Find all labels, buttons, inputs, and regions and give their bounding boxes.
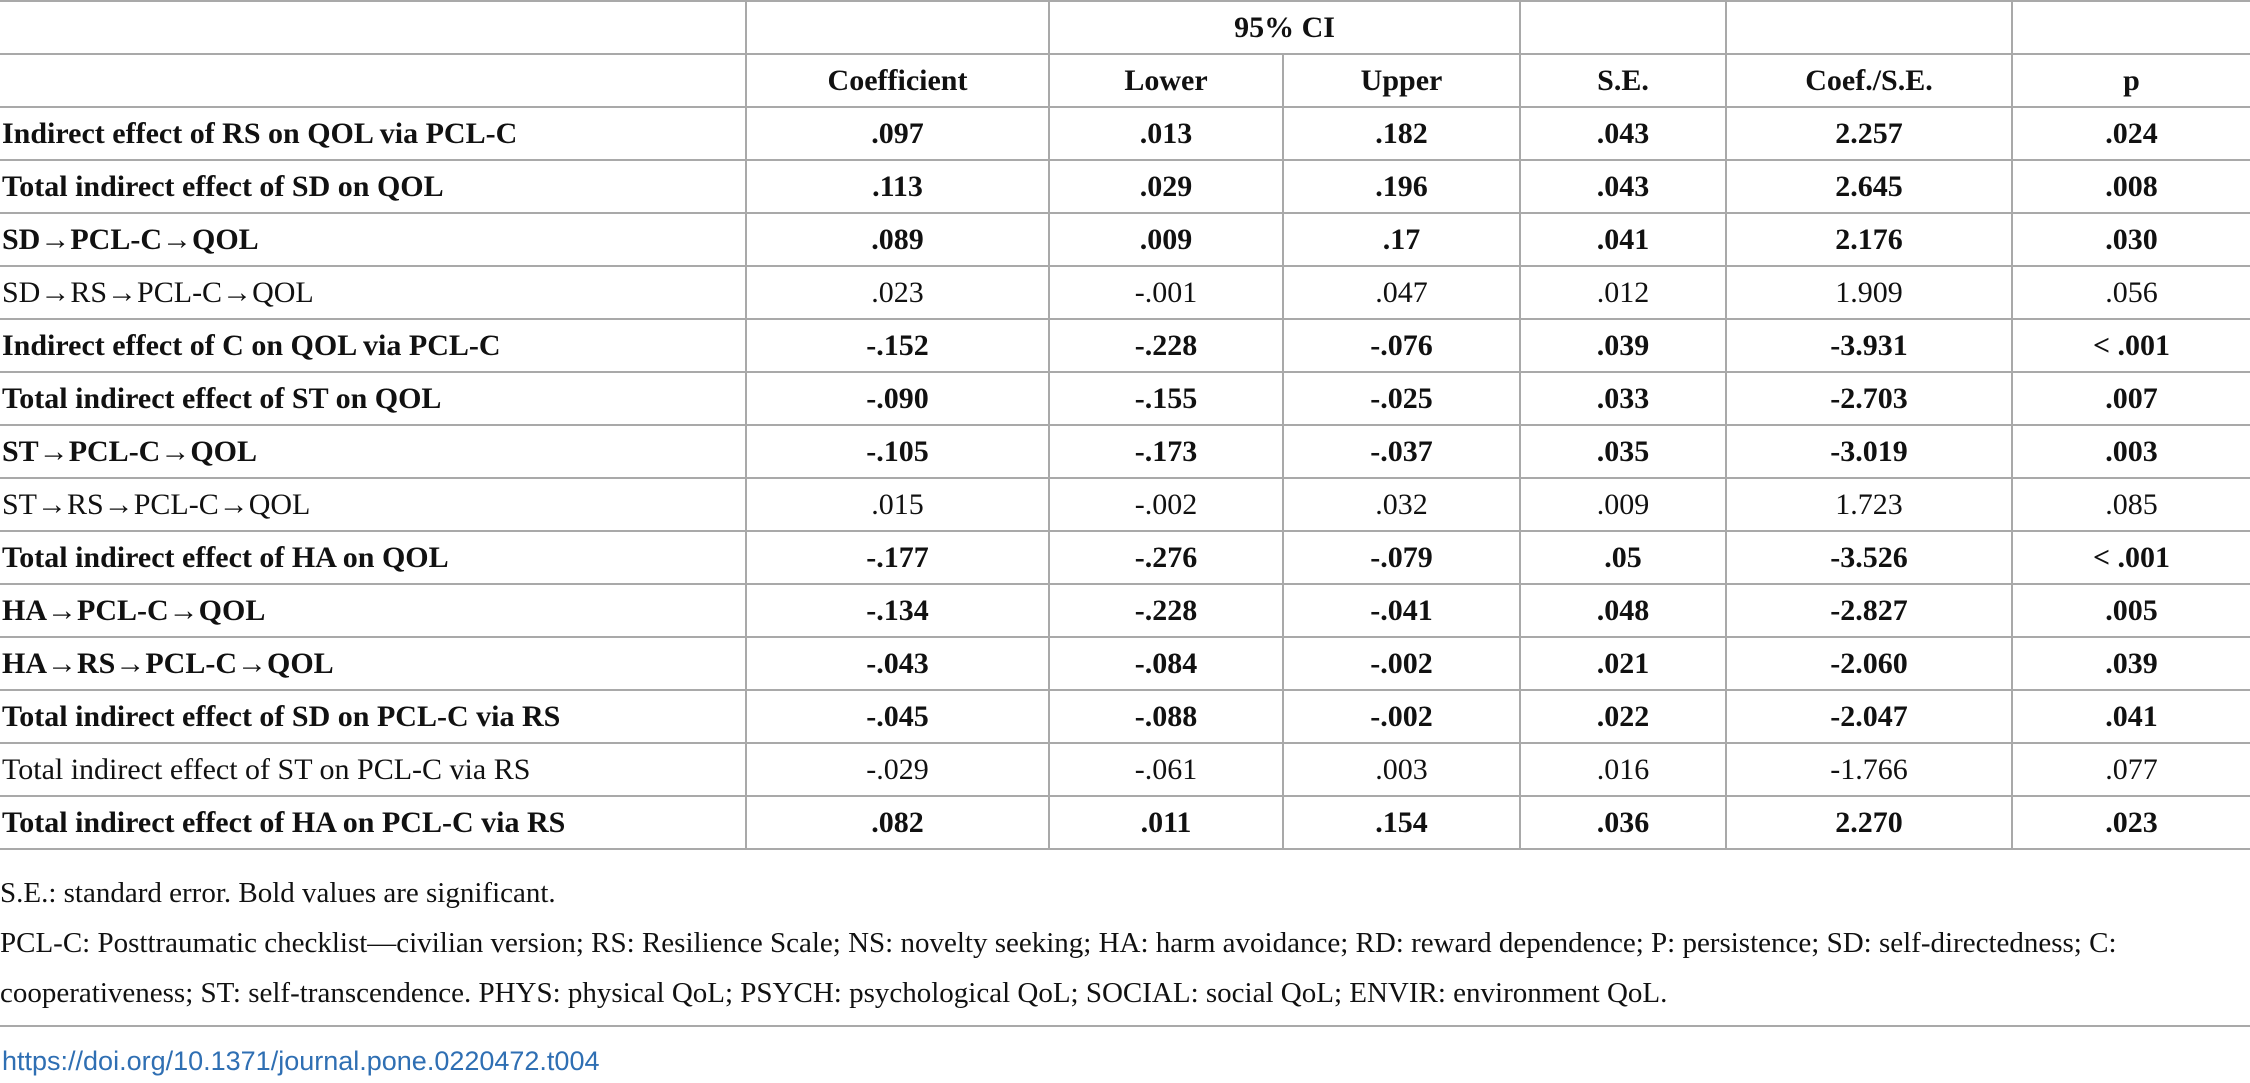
p-value-cell: .024 [2012,107,2250,160]
p-value-cell: < .001 [2012,319,2250,372]
coef-se-cell: -2.047 [1726,690,2012,743]
p-value-cell: .056 [2012,266,2250,319]
p-value-cell: .008 [2012,160,2250,213]
p-value-cell: .003 [2012,425,2250,478]
footnote-definitions: PCL-C: Posttraumatic checklist—civilian version; RS: Resilience Scale; NS: novelty seeking; HA: harm avoidance; RD: reward dependence; P: persistence; SD: self-directedness; C: cooperativeness; ST: self-transcendence. PHYS: physical QoL; PSYCH: psychological QoL; SOCIAL: social QoL; ENVIR: environment QoL. [0,927,2117,1009]
table-row [0,372,2250,425]
coefficient-cell: -.152 [746,319,1049,372]
upper-ci-cell: -.041 [1283,584,1520,637]
header-empty-cell [1520,1,1726,54]
coefficient-cell: -.029 [746,743,1049,796]
coef-se-cell: 1.723 [1726,478,2012,531]
se-cell: .021 [1520,637,1726,690]
row-label-cell: ST→PCL-C→QOL [0,425,746,478]
column-header-p: p [2012,54,2250,107]
coef-se-cell: -2.060 [1726,637,2012,690]
upper-ci-cell: .003 [1283,743,1520,796]
column-header-coef-se: Coef./S.E. [1726,54,2012,107]
table-body [0,107,2250,849]
lower-ci-cell: -.173 [1049,425,1283,478]
coefficient-cell: -.105 [746,425,1049,478]
p-value-cell: .041 [2012,690,2250,743]
lower-ci-cell: -.002 [1049,478,1283,531]
coefficient-cell: -.090 [746,372,1049,425]
se-cell: .043 [1520,107,1726,160]
p-value-cell: < .001 [2012,531,2250,584]
row-label-cell: ST→RS→PCL-C→QOL [0,478,746,531]
coef-se-cell: -3.019 [1726,425,2012,478]
table-row [0,690,2250,743]
coefficient-cell: -.045 [746,690,1049,743]
coefficient-cell: .015 [746,478,1049,531]
column-header-upper: Upper [1283,54,1520,107]
se-cell: .036 [1520,796,1726,849]
se-cell: .016 [1520,743,1726,796]
doi-link[interactable]: https://doi.org/10.1371/journal.pone.0220472.t004 [2,1046,600,1076]
lower-ci-cell: -.088 [1049,690,1283,743]
coefficient-cell: .097 [746,107,1049,160]
table-row [0,160,2250,213]
coef-se-cell: -3.931 [1726,319,2012,372]
se-cell: .012 [1520,266,1726,319]
header-row-columns [0,54,2250,107]
lower-ci-cell: -.155 [1049,372,1283,425]
coefficient-cell: -.043 [746,637,1049,690]
row-label-cell: SD→RS→PCL-C→QOL [0,266,746,319]
table-row [0,319,2250,372]
table-row [0,266,2250,319]
lower-ci-cell: .013 [1049,107,1283,160]
coef-se-cell: 2.257 [1726,107,2012,160]
se-cell: .041 [1520,213,1726,266]
lower-ci-cell: .011 [1049,796,1283,849]
table-row [0,425,2250,478]
coefficient-cell: .023 [746,266,1049,319]
se-cell: .022 [1520,690,1726,743]
coef-se-cell: 2.270 [1726,796,2012,849]
column-header-lower: Lower [1049,54,1283,107]
divider [0,1025,2250,1027]
header-empty-cell [2012,1,2250,54]
row-label-cell: Total indirect effect of SD on QOL [0,160,746,213]
table-row [0,743,2250,796]
p-value-cell: .005 [2012,584,2250,637]
coefficient-cell: -.134 [746,584,1049,637]
table-row [0,107,2250,160]
row-label-cell: SD→PCL-C→QOL [0,213,746,266]
p-value-cell: .007 [2012,372,2250,425]
header-empty-cell [1726,1,2012,54]
p-value-cell: .077 [2012,743,2250,796]
se-cell: .043 [1520,160,1726,213]
se-cell: .035 [1520,425,1726,478]
se-cell: .039 [1520,319,1726,372]
row-label-cell: Indirect effect of C on QOL via PCL-C [0,319,746,372]
table-row [0,531,2250,584]
upper-ci-cell: -.002 [1283,637,1520,690]
row-label-cell: Total indirect effect of ST on QOL [0,372,746,425]
p-value-cell: .023 [2012,796,2250,849]
ci-group-header: 95% CI [1049,1,1520,54]
upper-ci-cell: -.076 [1283,319,1520,372]
row-label-cell: Total indirect effect of ST on PCL-C via RS [0,743,746,796]
table-footnotes [0,868,2245,1018]
coef-se-cell: 1.909 [1726,266,2012,319]
column-header-se: S.E. [1520,54,1726,107]
upper-ci-cell: -.079 [1283,531,1520,584]
column-header-label [0,54,746,107]
row-label-cell: HA→RS→PCL-C→QOL [0,637,746,690]
coefficient-cell: .082 [746,796,1049,849]
footnote-abbreviation: S.E.: standard error. Bold values are significant. [0,877,556,909]
table-row [0,478,2250,531]
lower-ci-cell: -.228 [1049,319,1283,372]
lower-ci-cell: -.276 [1049,531,1283,584]
row-label-cell: Indirect effect of RS on QOL via PCL-C [0,107,746,160]
lower-ci-cell: -.061 [1049,743,1283,796]
p-value-cell: .085 [2012,478,2250,531]
upper-ci-cell: -.037 [1283,425,1520,478]
table-row [0,584,2250,637]
coefficient-cell: .113 [746,160,1049,213]
p-value-cell: .030 [2012,213,2250,266]
table-row [0,796,2250,849]
lower-ci-cell: -.084 [1049,637,1283,690]
header-empty-cell [746,1,1049,54]
coefficient-cell: -.177 [746,531,1049,584]
coef-se-cell: 2.645 [1726,160,2012,213]
coef-se-cell: -2.703 [1726,372,2012,425]
row-label-cell: Total indirect effect of HA on QOL [0,531,746,584]
se-cell: .05 [1520,531,1726,584]
upper-ci-cell: .196 [1283,160,1520,213]
row-label-cell: Total indirect effect of HA on PCL-C via RS [0,796,746,849]
se-cell: .009 [1520,478,1726,531]
coef-se-cell: -2.827 [1726,584,2012,637]
lower-ci-cell: -.228 [1049,584,1283,637]
header-row-ci [0,1,2250,54]
upper-ci-cell: -.002 [1283,690,1520,743]
upper-ci-cell: .17 [1283,213,1520,266]
table-row [0,637,2250,690]
upper-ci-cell: .182 [1283,107,1520,160]
coef-se-cell: 2.176 [1726,213,2012,266]
table-row [0,213,2250,266]
se-cell: .033 [1520,372,1726,425]
coef-se-cell: -1.766 [1726,743,2012,796]
header-empty-cell [0,1,746,54]
lower-ci-cell: -.001 [1049,266,1283,319]
row-label-cell: HA→PCL-C→QOL [0,584,746,637]
coef-se-cell: -3.526 [1726,531,2012,584]
p-value-cell: .039 [2012,637,2250,690]
lower-ci-cell: .009 [1049,213,1283,266]
upper-ci-cell: .047 [1283,266,1520,319]
coefficient-cell: .089 [746,213,1049,266]
upper-ci-cell: .154 [1283,796,1520,849]
row-label-cell: Total indirect effect of SD on PCL-C via RS [0,690,746,743]
se-cell: .048 [1520,584,1726,637]
upper-ci-cell: .032 [1283,478,1520,531]
column-header-coefficient: Coefficient [746,54,1049,107]
lower-ci-cell: .029 [1049,160,1283,213]
upper-ci-cell: -.025 [1283,372,1520,425]
